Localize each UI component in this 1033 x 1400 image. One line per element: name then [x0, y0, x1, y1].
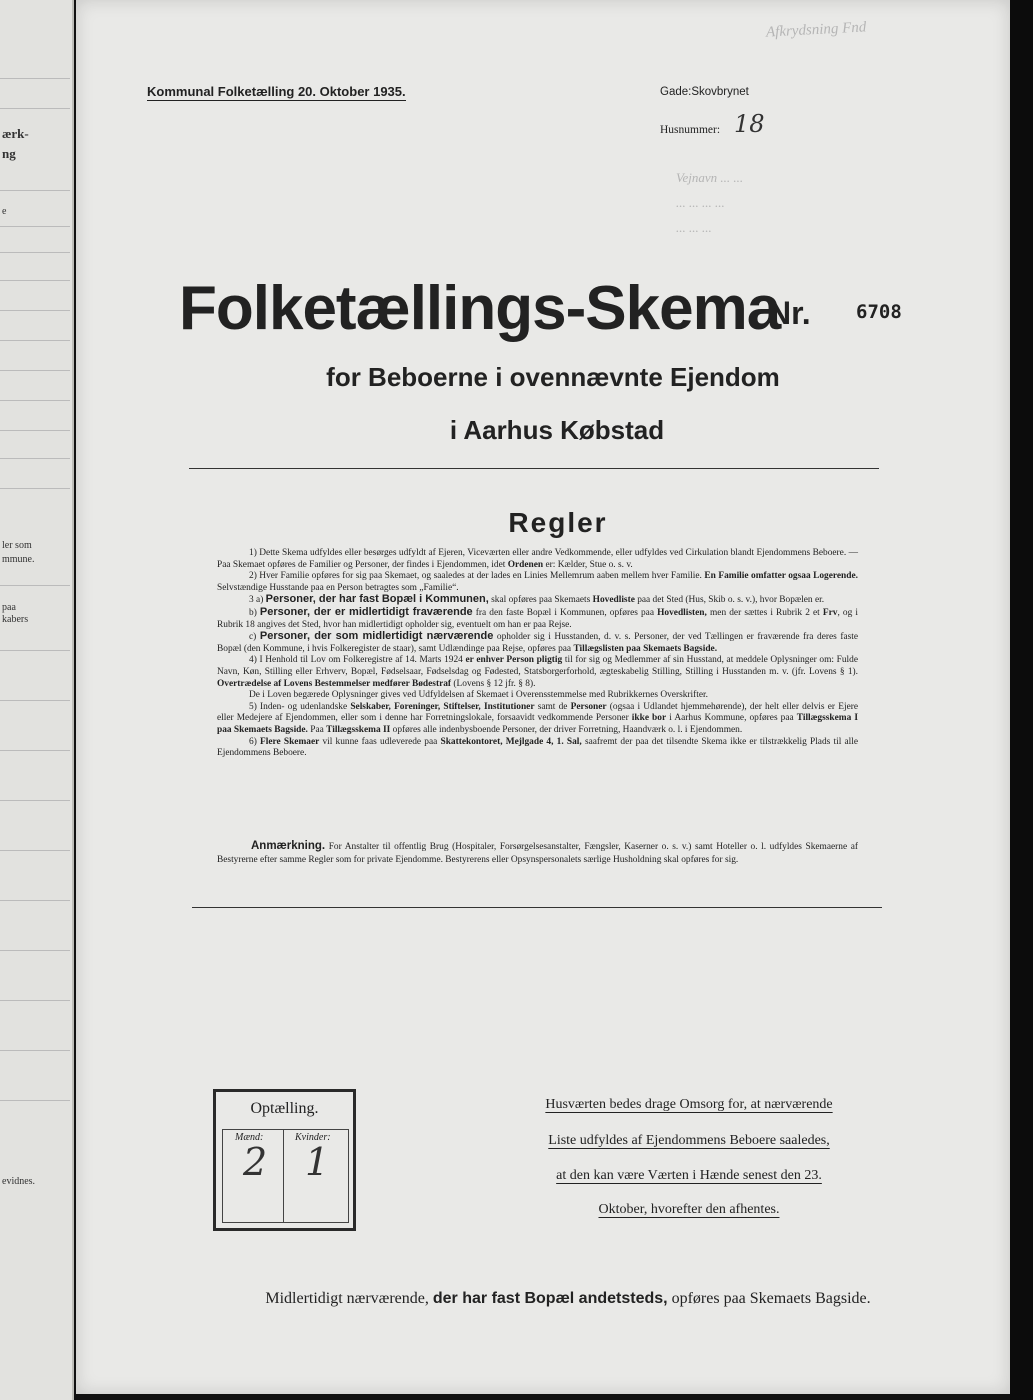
prev-page-fragment: ler som — [2, 540, 32, 551]
prev-page-fragment: mmune. — [2, 554, 35, 565]
rule-4: 4) I Henhold til Lov om Folkeregistre af 14. Marts 1924 er enhver Person pligtig til for sig og Medlemmer af sin Husstand, at meddele Oplysninger om: Fulde Navn, Køn, Stilling eller Erhverv, Bopæl, Fødselsaar, Fødselsdag og Fødested, Statsborgerforhold, ægteskabelig Stilling, Stilling i Husstanden m. v. (jfr. Lovens § 1). Overtrædelse af Lovens Bestemmelser medfører Bødestraf (Lovens § 12 jfr. § 8). — [217, 655, 859, 689]
house-number-label: Husnummer: — [660, 124, 721, 136]
previous-page-edge — [0, 0, 74, 1400]
faint-pencil-line: ... ... ... ... — [676, 195, 725, 210]
footer-note: Midlertidigt nærværende, der har fast Bopæl andetsteds, opføres paa Skemaets Bagside. — [265, 1290, 871, 1307]
rule-3c: c) Personer, der som midlertidigt nærværende opholder sig i Husstanden, d. v. s. Personer, der ved Tællingen er fraværende fra deres faste Bopæl (den Kommune, i hvis Folkeregister de staar), samt Udlændinge paa Rejse, opføres paa Tillægslisten paa Skemaets Bagside. — [217, 630, 859, 654]
prev-page-fragment: ng — [2, 146, 16, 161]
men-count: 2 — [243, 1140, 268, 1184]
count-title: Optælling. — [250, 1100, 319, 1117]
rule-5: 5) Inden- og udenlandske Selskaber, Foreninger, Stiftelser, Institutioner samt de Personer (ogsaa i Udlandet hjemmehørende), der helt eller delvis er Ejere eller Medejere af Ejendommen, eller som i denne har Forretningslokale, forsaavidt vedkommende Personer ikke bor i Aarhus Kommune, opføres paa Tillægsskema I paa Skemaets Bagside. Paa Tillægsskema II opføres alle indenbysboende Personer, der driver Forretning, Haandværk o. l. i Ejendommen. — [217, 701, 859, 735]
form-number: 6708 — [856, 301, 902, 323]
pencil-annotation: Afkrydsning Fnd — [765, 19, 867, 41]
title-nr-label: Nr. — [768, 295, 811, 331]
note-label: Anmærkning. — [251, 840, 326, 852]
rule-1: 1) Dette Skema udfyldes eller besørges udfyldt af Ejeren, Viceværten eller andre Vedkommende, eller udfyldes ved Cirkulation blandt Ejendommens Beboere. — Paa Skemaet opføres de Familier og Personer, der findes i Ejendommen, idet Ordenen er: Kælder, Stue o. s. v. — [217, 548, 858, 570]
count-box — [213, 1089, 356, 1231]
prev-page-fragment: kabers — [2, 614, 29, 625]
women-label: Kvinder: — [295, 1132, 331, 1143]
subtitle-town: i Aarhus Købstad — [449, 415, 665, 445]
host-notice-line: Husværten bedes drage Omsorg for, at nærværende — [545, 1097, 833, 1112]
divider — [192, 907, 882, 908]
rule-3b: b) Personer, der er midlertidigt fraværende fra den faste Bopæl i Kommunen, opføres paa Hovedlisten, men der sættes i Rubrik 2 et Frv, og i Rubrik 18 angives det Sted, hvor han midlertidigt opholder sig, eventuelt om han er paa Rejse. — [217, 605, 859, 630]
prev-page-fragment: evidnes. — [2, 1176, 36, 1187]
host-notice-line: Oktober, hvorefter den afhentes. — [598, 1202, 780, 1217]
rules-text — [217, 548, 858, 760]
note-section — [217, 840, 858, 866]
scan-border — [1010, 0, 1033, 1400]
rule-4b: De i Loven begærede Oplysninger gives ved Udfyldelsen af Skemaet i Overensstemmelse med Rubrikkernes Overskrifter. — [249, 690, 708, 701]
census-header: Kommunal Folketælling 20. Oktober 1935. — [147, 84, 406, 99]
census-form-page — [76, 0, 1010, 1394]
street-field — [660, 86, 749, 98]
prev-page-fragment: e — [2, 206, 7, 217]
rule-2: 2) Hver Familie opføres for sig paa Skemaet, og saaledes at der lades en Linies Mellemrum aaben mellem hver Familie. En Familie omfatter ogsaa Logerende. Selvstændige Husstande paa en Person betragtes som „Familie“. — [217, 571, 858, 593]
host-notice-line: Liste udfyldes af Ejendommens Beboere saaledes, — [548, 1133, 830, 1148]
title-main: Folketællings-Skema — [179, 274, 781, 343]
rules-heading: Regler — [508, 507, 608, 538]
faint-pencil-line: Vejnavn ... ... — [676, 170, 744, 185]
house-number-value: 18 — [734, 110, 765, 138]
house-number-field — [660, 124, 720, 136]
faint-pencil-line: ... ... ... — [676, 220, 712, 235]
prev-page-fragment: paa — [2, 602, 16, 613]
host-notice-line: at den kan være Værten i Hænde senest den 23. — [556, 1168, 822, 1183]
count-table — [222, 1129, 349, 1223]
subtitle-residents: for Beboerne i ovennævnte Ejendom — [326, 362, 780, 392]
prev-page-fragment: ærk- — [2, 126, 29, 141]
rule-3a: 3 a) Personer, der har fast Bopæl i Kommunen, skal opføres paa Skemaets Hovedliste paa det Sted (Hus, Skib o. s. v.), hvor Bopælen er. — [249, 593, 825, 606]
rule-6: 6) Flere Skemaer vil kunne faas udleverede paa Skattekontoret, Mejlgade 4, 1. Sal, saafremt der paa det tilsendte Skema ikke er tilstrækkelig Plads til alle Ejendommens Beboere. — [217, 736, 859, 759]
street-label: Gade: — [660, 86, 692, 98]
note-text: For Anstalter til offentlig Brug (Hospitaler, Forsørgelsesanstalter, Fængsler, Kaserner o. s. v.) samt Hoteller o. l. udfyldes Skemaerne af Bestyrerne efter samme Regler som for private Ejendomme. Bestyrerens eller Opsynspersonalets særlige Husholdning skal opføres for sig. — [217, 842, 859, 865]
men-label: Mænd: — [235, 1132, 264, 1143]
divider — [189, 468, 879, 469]
street-value: Skovbrynet — [691, 86, 749, 98]
women-count: 1 — [305, 1140, 330, 1184]
